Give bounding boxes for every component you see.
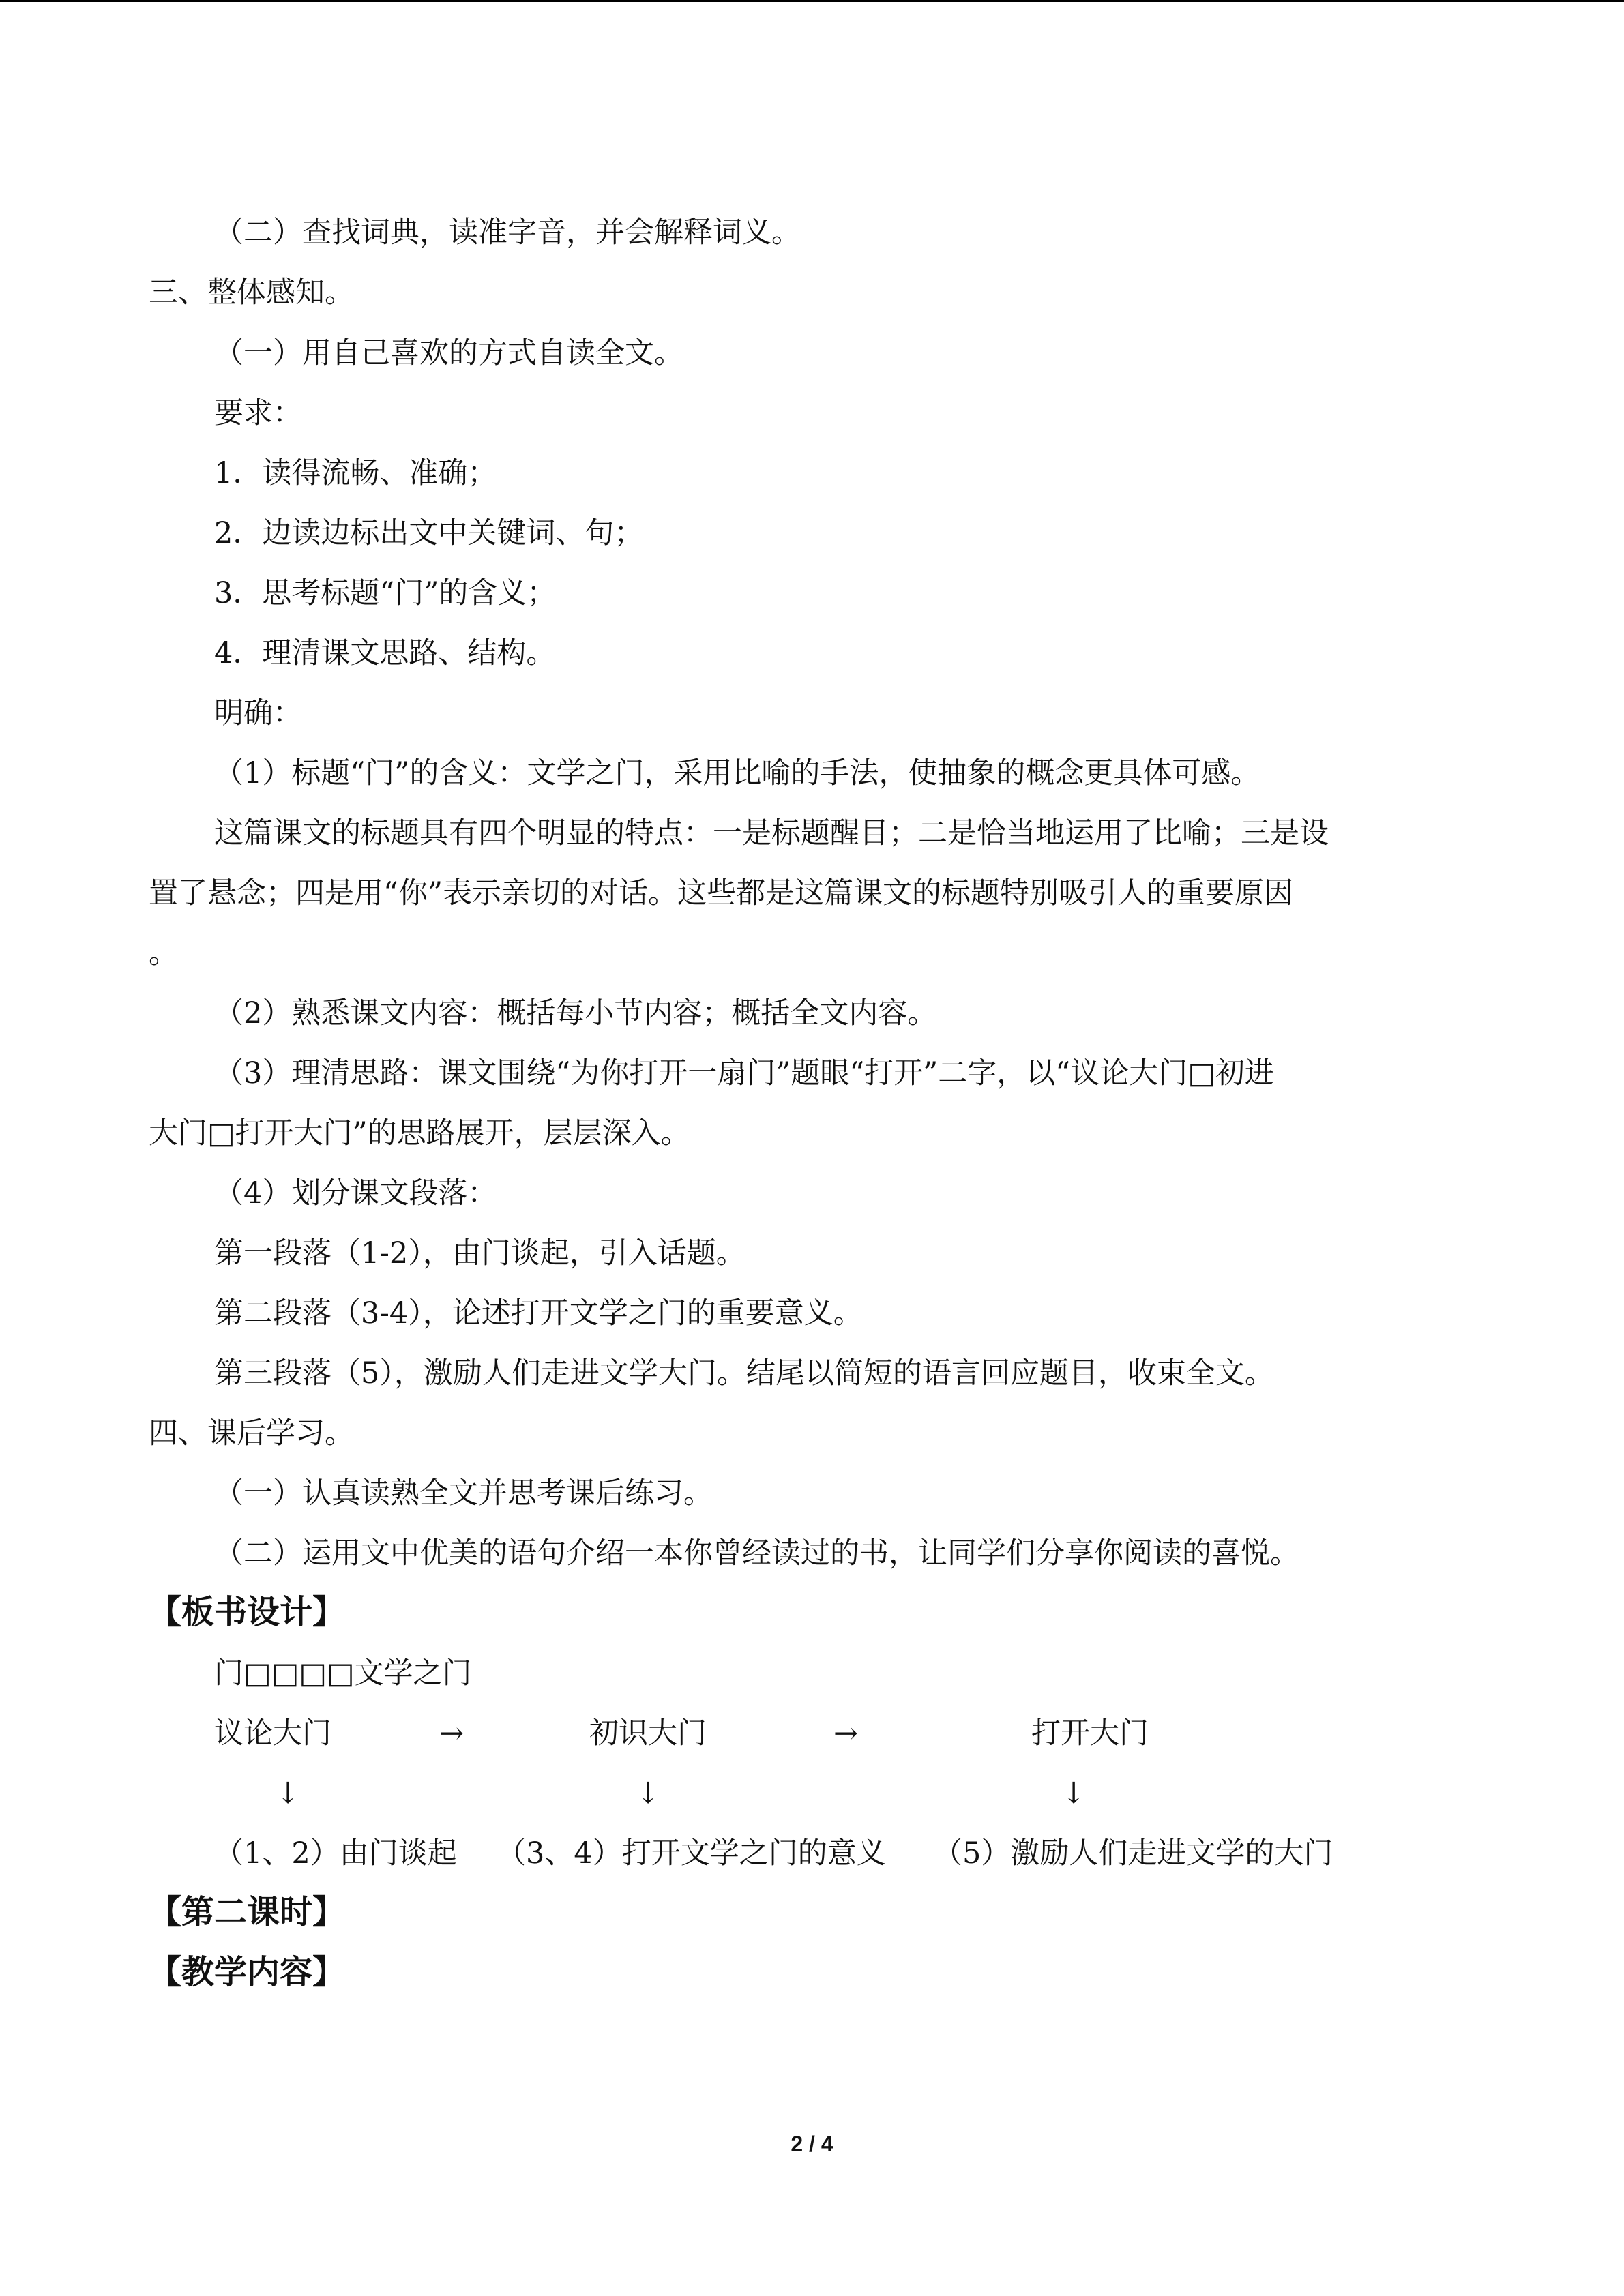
board-stage-2: 初识大门 bbox=[589, 1716, 707, 1750]
board-detail-1: （1、2）由门谈起 bbox=[214, 1836, 457, 1870]
text-line: 第二段落（3-4），论述打开文学之门的重要意义。 bbox=[214, 1296, 863, 1330]
down-arrow-icon: ↓ bbox=[1061, 1776, 1087, 1810]
paragraph-line: （3）理清思路：课文围绕“为你打开一扇门”题眼“打开”二字，以“议论大门□初进 bbox=[214, 1056, 1274, 1090]
text-line: （4）划分课文段落： bbox=[214, 1176, 497, 1210]
page-number: 2 / 4 bbox=[791, 2132, 833, 2156]
text-line: 明确： bbox=[214, 696, 302, 730]
top-border bbox=[0, 0, 1624, 2]
paragraph-line: 大门□打开大门”的思路展开，层层深入。 bbox=[149, 1116, 690, 1150]
section-heading-3: 三、整体感知。 bbox=[149, 275, 354, 310]
board-detail-2: （3、4）打开文学之门的意义 bbox=[497, 1836, 886, 1870]
text-line: （二）查找词典，读准字音，并会解释词义。 bbox=[214, 215, 801, 250]
text-line: 第三段落（5），激励人们走进文学大门。结尾以简短的语言回应题目，收束全文。 bbox=[214, 1356, 1274, 1390]
board-stage-3: 打开大门 bbox=[1031, 1716, 1149, 1750]
board-stage-1: 议论大门 bbox=[214, 1716, 331, 1750]
right-arrow-icon: → bbox=[833, 1716, 859, 1750]
down-arrow-icon: ↓ bbox=[636, 1776, 661, 1810]
text-line: （1）标题“门”的含义：文学之门，采用比喻的手法，使抽象的概念更具体可感。 bbox=[214, 756, 1260, 790]
down-arrow-icon: ↓ bbox=[276, 1776, 301, 1810]
list-item: 1．读得流畅、准确； bbox=[214, 456, 497, 490]
board-design-heading: 【板书设计】 bbox=[149, 1593, 346, 1631]
list-item: 4．理清课文思路、结构。 bbox=[214, 636, 556, 670]
text-line: （2）熟悉课文内容：概括每小节内容；概括全文内容。 bbox=[214, 996, 937, 1030]
list-item: 3．思考标题“门”的含义； bbox=[214, 576, 557, 610]
list-item: 2．边读边标出文中关键词、句； bbox=[214, 516, 644, 550]
teaching-content-heading: 【教学内容】 bbox=[149, 1953, 346, 1991]
paragraph-line: 这篇课文的标题具有四个明显的特点：一是标题醒目；二是恰当地运用了比喻；三是设 bbox=[214, 816, 1329, 850]
paragraph-line: 置了悬念；四是用“你”表示亲切的对话。这些都是这篇课文的标题特别吸引人的重要原因 bbox=[149, 876, 1293, 910]
text-line: （一）认真读熟全文并思考课后练习。 bbox=[214, 1476, 713, 1510]
section-heading-4: 四、课后学习。 bbox=[149, 1416, 354, 1450]
right-arrow-icon: → bbox=[439, 1716, 464, 1750]
text-line: （一）用自己喜欢的方式自读全文。 bbox=[214, 336, 683, 370]
paragraph-line: 。 bbox=[149, 936, 178, 970]
second-lesson-heading: 【第二课时】 bbox=[149, 1893, 346, 1931]
board-detail-3: （5）激励人们走进文学的大门 bbox=[933, 1836, 1333, 1870]
text-line: 要求： bbox=[214, 396, 302, 430]
board-title-line: 门□□□□文学之门 bbox=[214, 1656, 472, 1690]
text-line: （二）运用文中优美的语句介绍一本你曾经读过的书，让同学们分享你阅读的喜悦。 bbox=[214, 1536, 1299, 1570]
text-line: 第一段落（1-2），由门谈起，引入话题。 bbox=[214, 1236, 745, 1270]
